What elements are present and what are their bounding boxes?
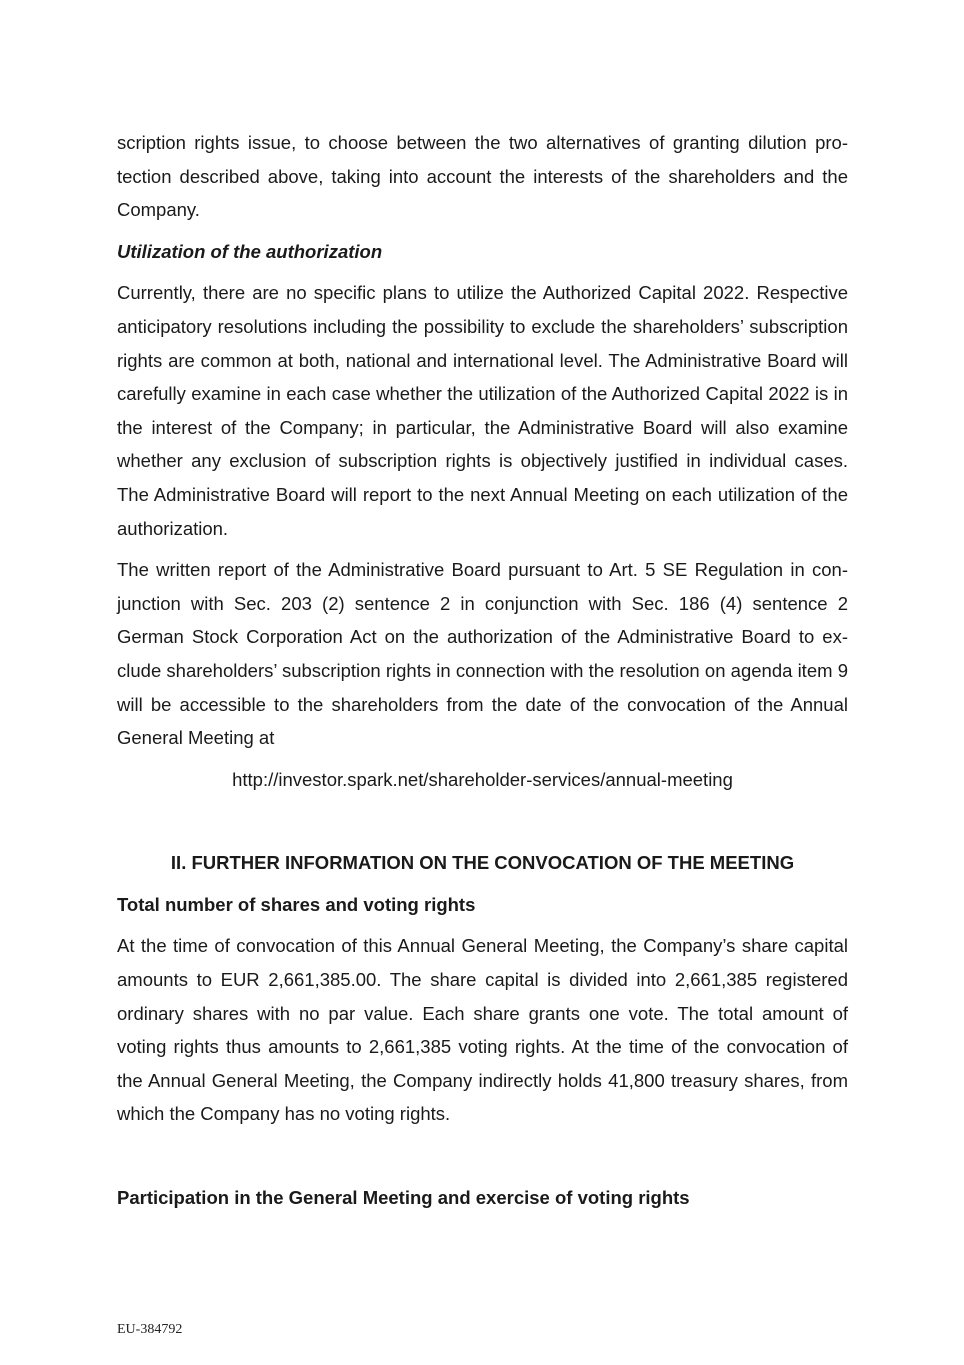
document-page: [117, 126, 848, 1215]
paragraph-continued: scription rights issue, to choose between the two alternatives of granting dilution protection described above, taking into account the interests of the shareholders and the Company.: [117, 132, 848, 221]
footer-doc-id: EU-384792: [117, 1322, 183, 1337]
paragraph-shares: At the time of convocation of this Annual General Meeting, the Company’s share capital amounts to EUR 2,661,385.00. The share capital is divided into 2,661,385 registered ordinary shares with no par value. Each share grants one vote. The total amount of voting rights thus amounts to 2,661,385 voting rights. At the time of the convocation of the Annual General Meeting, the Company indirectly holds 41,800 treasury shares, from which the Company has no voting rights.: [117, 935, 848, 1125]
heading-participation: Participation in the General Meeting and exercise of voting rights: [117, 1187, 690, 1209]
heading-shares: Total number of shares and voting rights: [117, 893, 476, 915]
paragraph-utilization: Currently, there are no specific plans to utilize the Authorized Capital 2022. Respective anticipatory resolutions including the possibility to exclude the shareholders’ subscription rights are common at both, national and international level. The Administrative Board will carefully examine in each case whether the utilization of the Authorized Capital 2022 is in the interest of the Company; in particular, the Administrative Board will also examine whether any exclusion of subscription rights is objectively justified in individual cases. The Administrative Board will report to the next Annual Meeting on each utilization of the authorization.: [117, 282, 848, 539]
paragraph-report: The written report of the Administrative Board pursuant to Art. 5 SE Regulation in conjunction with Sec. 203 (2) sentence 2 in conjunction with Sec. 186 (4) sentence 2 German Stock Corporation Act on the authorization of the Administrative Board to exclude shareholders’ subscription rights in connection with the resolution on agenda item 9 will be accessible to the shareholders from the date of the convocation of the Annual General Meeting at: [117, 559, 848, 749]
heading-utilization: Utilization of the authorization: [117, 240, 383, 262]
investor-url[interactable]: http://investor.spark.net/shareholder-services/annual-meeting: [232, 768, 733, 790]
section-title: II. FURTHER INFORMATION ON THE CONVOCATION OF THE MEETING: [170, 852, 795, 874]
